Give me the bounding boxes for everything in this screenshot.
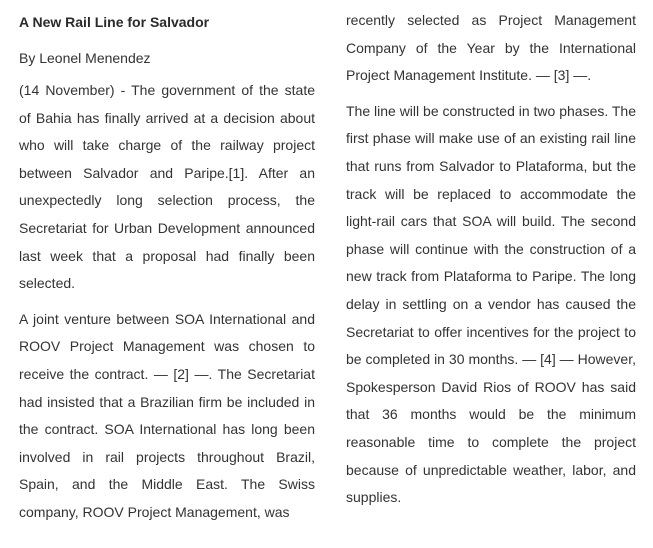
article-byline: By Leonel Menendez [19, 50, 151, 66]
article-paragraph: recently selected as Project Management Company of the Year by the International Project Management Institute. — [3] —. [346, 12, 636, 84]
right-column [346, 0, 636, 512]
article-paragraph: A joint venture between SOA International and ROOV Project Management was chosen to receive the contract. — [2] —. The Secretariat had insisted that a Brazilian firm be included in the contract. SOA International has long been involved in rail projects throughout Brazil, Spain, and the Middle East. The Swiss company, ROOV Project Management, was [19, 310, 315, 520]
left-column [19, 0, 315, 527]
article-paragraph: (14 November) - The government of the state of Bahia has finally arrived at a decision about who will take charge of the railway project between Salvador and Paripe.[1]. After an unexpectedly long selection process, the Secretariat for Urban Development announced last week that a proposal had finally been selected. [19, 82, 315, 292]
article-paragraph: The line will be constructed in two phases. The first phase will make use of an existing rail line that runs from Salvador to Plataforma, but the track will be replaced to accommodate the light-rail cars that SOA will build. The second phase will continue with the construction of a new track from Plataforma to Paripe. The long delay in settling on a vendor has caused the Secretariat to offer incentives for the project to be completed in 30 months. — [4] — However, Spokesperson David Rios of ROOV has said that 36 months would be the minimum reasonable time to complete the project because of unpredictable weather, labor, and supplies. [346, 102, 637, 506]
article-title: A New Rail Line for Salvador [19, 14, 210, 30]
